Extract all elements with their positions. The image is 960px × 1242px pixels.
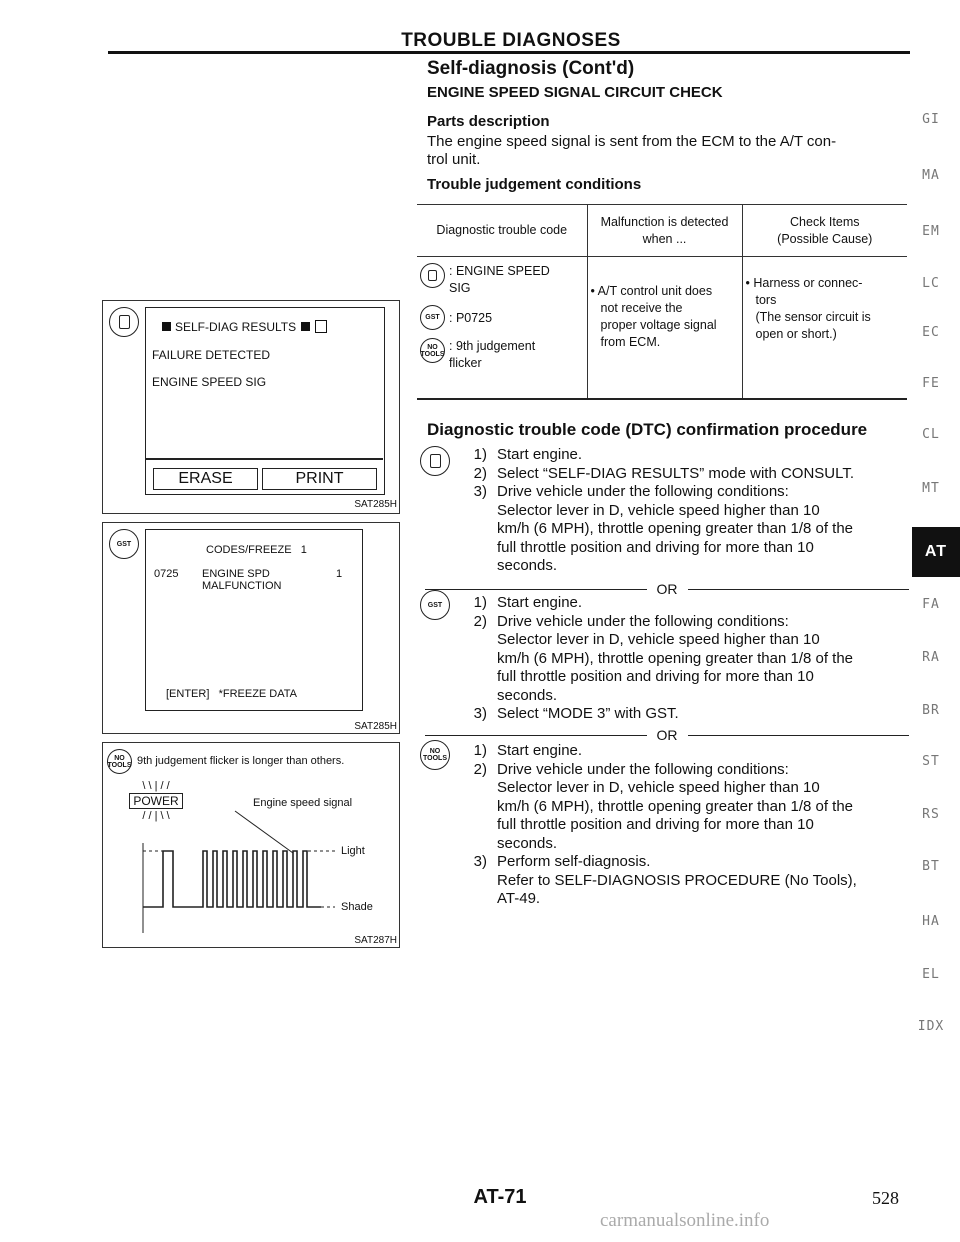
- step-line: Refer to SELF-DIAGNOSIS PROCEDURE (No Tools),: [497, 871, 857, 889]
- gst-icon: [420, 305, 445, 330]
- or-label: OR: [656, 581, 678, 597]
- sidebar-item-mt[interactable]: MT: [922, 481, 940, 496]
- parts-description-text: [427, 133, 917, 169]
- step-line: Selector lever in D, vehicle speed higher than 10: [497, 779, 820, 796]
- self-diag-title: SELF-DIAG RESULTS: [175, 320, 297, 334]
- consult-display: [145, 307, 385, 495]
- dtc-description: [202, 568, 281, 592]
- step-number: 1): [473, 446, 487, 463]
- malfunction-line: from ECM.: [600, 335, 661, 349]
- gst-steps: [463, 594, 913, 724]
- erase-button[interactable]: ERASE: [153, 468, 258, 490]
- procedure-step: [463, 761, 913, 854]
- step-line: full throttle position and driving for more than 10: [497, 538, 814, 556]
- header-cell-text: Diagnostic trouble code: [436, 223, 568, 237]
- or-separator: [425, 727, 909, 743]
- step-line: Drive vehicle under the following conditions:: [497, 760, 789, 778]
- page-header-title: TROUBLE DIAGNOSES: [401, 30, 621, 51]
- page-code: AT-71: [473, 1186, 527, 1208]
- gst-code-label: : P0725: [449, 311, 493, 325]
- sidebar-item-cl[interactable]: CL: [922, 427, 940, 442]
- light-label: Light: [341, 845, 365, 857]
- notools-steps: [463, 742, 913, 909]
- codes-freeze-title: [206, 544, 307, 556]
- step-line: km/h (6 MPH), throttle opening greater than 1/8 of the: [497, 797, 854, 815]
- dtc-cell: [417, 257, 587, 399]
- header-cell-text: Check Items: [790, 214, 860, 229]
- flicker-waveform: [103, 803, 401, 943]
- step-line: Start engine.: [497, 446, 583, 463]
- consult-icon: [109, 307, 139, 337]
- gst-icon-text: GST: [116, 540, 132, 548]
- sidebar-item-ec[interactable]: EC: [922, 325, 940, 340]
- malfunction-line: not receive the: [600, 301, 683, 315]
- step-line: Start engine.: [497, 742, 583, 759]
- table-row: [417, 257, 907, 399]
- step-line: Selector lever in D, vehicle speed higher than 10: [497, 501, 820, 519]
- gst-screen-codes-freeze: [102, 522, 400, 734]
- consult-steps: [463, 446, 913, 576]
- parts-description-heading: Parts description: [427, 113, 550, 130]
- figure-code: SAT285H: [354, 499, 397, 510]
- no-tools-icon: [420, 338, 445, 363]
- failure-detected-label: FAILURE DETECTED: [152, 348, 271, 362]
- no-tools-icon-text: NO: [114, 754, 125, 762]
- sidebar-item-idx[interactable]: IDX: [917, 1019, 945, 1034]
- dtc-confirmation-heading: Diagnostic trouble code (DTC) confirmation procedure: [427, 420, 868, 439]
- step-line: Drive vehicle under the following conditions:: [497, 612, 789, 630]
- step-line: Select “SELF-DIAG RESULTS” mode with CONSULT.: [497, 464, 855, 482]
- header-cell-text: Malfunction is detected: [600, 214, 729, 229]
- trouble-judgement-table: [417, 204, 907, 400]
- procedure-step: [463, 613, 913, 706]
- step-line: AT-49.: [497, 890, 541, 907]
- consult-code-row: [420, 263, 584, 297]
- freeze-data-label: *FREEZE DATA: [218, 688, 298, 700]
- header-cell-text: (Possible Cause): [777, 231, 873, 246]
- check-items-cell: [742, 257, 907, 399]
- check-item-line: tors: [755, 293, 777, 307]
- notools-code-row: [420, 338, 584, 372]
- print-button[interactable]: PRINT: [262, 468, 377, 490]
- consult-code-label: [445, 263, 550, 297]
- step-number: 1): [473, 742, 487, 759]
- flicker-caption: 9th judgement flicker is longer than others.: [137, 755, 345, 767]
- malfunction-cell: [587, 257, 742, 399]
- gst-icon: [109, 529, 139, 559]
- watermark: carmanualsonline.info: [600, 1210, 770, 1231]
- consult-code-line: : ENGINE SPEED: [449, 264, 550, 278]
- step-line: Select “MODE 3” with GST.: [497, 705, 679, 722]
- no-tools-icon: [107, 749, 132, 774]
- figure-code: SAT287H: [354, 935, 397, 946]
- display-divider: [146, 458, 383, 460]
- dtc-description-line: ENGINE SPD: [202, 568, 270, 580]
- display-buttons: [153, 468, 377, 490]
- consult-screen-self-diag: [102, 300, 400, 514]
- section-title: Self-diagnosis (Cont'd): [427, 58, 635, 79]
- step-line: km/h (6 MPH), throttle opening greater than 1/8 of the: [497, 649, 854, 667]
- table-header: [417, 205, 587, 257]
- consult-icon: [420, 446, 450, 476]
- step-line: seconds.: [497, 686, 558, 704]
- sidebar-item-br[interactable]: BR: [922, 703, 940, 718]
- check-item-line: open or short.): [755, 327, 837, 341]
- notools-flicker-diagram: [102, 742, 400, 948]
- step-line: seconds.: [497, 834, 558, 852]
- sidebar-item-at[interactable]: AT: [912, 527, 960, 577]
- step-number: 1): [473, 594, 487, 611]
- no-tools-icon-text: TOOLS: [107, 761, 132, 769]
- dtc-number: 0725: [154, 568, 179, 580]
- procedure-step: [463, 742, 913, 761]
- gst-icon: [420, 590, 450, 620]
- page-number: 528: [872, 1188, 899, 1208]
- engine-speed-signal-label: Engine speed signal: [253, 797, 353, 809]
- step-line: Drive vehicle under the following conditions:: [497, 483, 789, 500]
- procedure-step: [463, 465, 913, 484]
- step-line: full throttle position and driving for more than 10: [497, 816, 814, 833]
- notools-code-line: : 9th judgement: [449, 339, 536, 353]
- procedure-step: [463, 853, 913, 909]
- sidebar-item-ha[interactable]: HA: [922, 914, 940, 929]
- procedure-step: [463, 594, 913, 613]
- step-line: seconds.: [497, 557, 558, 574]
- sidebar-item-fa[interactable]: FA: [922, 597, 940, 612]
- check-item-line: • Harness or connec-: [746, 275, 905, 292]
- no-tools-icon-text: TOOLS: [423, 755, 447, 762]
- step-number: 2): [473, 760, 487, 778]
- or-label: OR: [656, 727, 678, 743]
- sidebar-item-rs[interactable]: RS: [922, 807, 940, 822]
- trouble-judgement-heading: Trouble judgement conditions: [427, 176, 642, 193]
- power-label: POWER: [129, 793, 182, 809]
- display-title: [162, 320, 327, 334]
- sidebar-item-ma[interactable]: MA: [922, 168, 940, 183]
- sidebar-item-ra[interactable]: RA: [922, 650, 940, 665]
- step-line: km/h (6 MPH), throttle opening greater than 1/8 of the: [497, 520, 854, 537]
- gst-icon-text: GST: [425, 314, 440, 321]
- procedure-step: [463, 705, 913, 724]
- step-line: Start engine.: [497, 594, 583, 611]
- table-header: [587, 205, 742, 257]
- malfunction-line: • A/T control unit does: [591, 283, 739, 300]
- step-number: 3): [473, 853, 487, 870]
- dtc-count: 1: [336, 568, 343, 580]
- shade-label: Shade: [341, 901, 373, 913]
- codes-freeze-count: 1: [300, 544, 307, 556]
- step-line: Perform self-diagnosis.: [497, 853, 651, 870]
- no-tools-icon-text: NO: [429, 748, 441, 755]
- step-line: full throttle position and driving for more than 10: [497, 668, 814, 685]
- no-tools-icon-text: NO: [427, 343, 438, 351]
- section-subtitle: ENGINE SPEED SIGNAL CIRCUIT CHECK: [427, 84, 723, 101]
- no-tools-icon-text: TOOLS: [420, 350, 445, 358]
- header-rule: [108, 51, 910, 54]
- sidebar-item-bt[interactable]: BT: [922, 859, 940, 874]
- parts-text-line: The engine speed signal is sent from the ECM to the A/T con-: [427, 133, 837, 150]
- parts-text-line: trol unit.: [427, 151, 481, 168]
- table-header: [742, 205, 907, 257]
- step-number: 3): [473, 705, 487, 722]
- notools-code-line: flicker: [449, 356, 482, 370]
- malfunction-line: proper voltage signal: [600, 318, 717, 332]
- step-number: 2): [473, 464, 487, 482]
- figure-code: SAT285H: [354, 721, 397, 732]
- procedure-step: [463, 446, 913, 465]
- table-header-row: [417, 205, 907, 257]
- step-number: 2): [473, 612, 487, 630]
- sidebar-item-st[interactable]: ST: [922, 754, 940, 769]
- sidebar-item-lc[interactable]: LC: [922, 276, 940, 291]
- gst-display: [145, 529, 363, 711]
- header-cell-text: when ...: [642, 231, 687, 246]
- gst-icon-text: GST: [427, 601, 443, 609]
- sidebar-item-fe[interactable]: FE: [922, 376, 940, 391]
- step-line: Selector lever in D, vehicle speed higher than 10: [497, 631, 820, 648]
- engine-speed-sig-label: ENGINE SPEED SIG: [152, 375, 267, 389]
- consult-icon: [420, 263, 445, 288]
- gst-code-row: [420, 305, 584, 330]
- sidebar-item-gi[interactable]: GI: [922, 112, 940, 127]
- sidebar-item-el[interactable]: EL: [922, 967, 940, 982]
- notools-code-label: [445, 338, 535, 372]
- display-footer: [166, 688, 297, 700]
- consult-code-line: SIG: [449, 281, 471, 295]
- check-item-line: (The sensor circuit is: [755, 310, 871, 324]
- no-tools-icon: [420, 740, 450, 770]
- procedure-step: [463, 483, 913, 576]
- sidebar-item-em[interactable]: EM: [922, 224, 940, 239]
- step-number: 3): [473, 483, 487, 500]
- dtc-description-line: MALFUNCTION: [202, 580, 282, 592]
- power-lamp: \ \ | / / POWER / / | \ \: [121, 779, 191, 823]
- enter-key[interactable]: [ENTER]: [166, 688, 210, 700]
- codes-freeze-label: CODES/FREEZE: [206, 544, 292, 556]
